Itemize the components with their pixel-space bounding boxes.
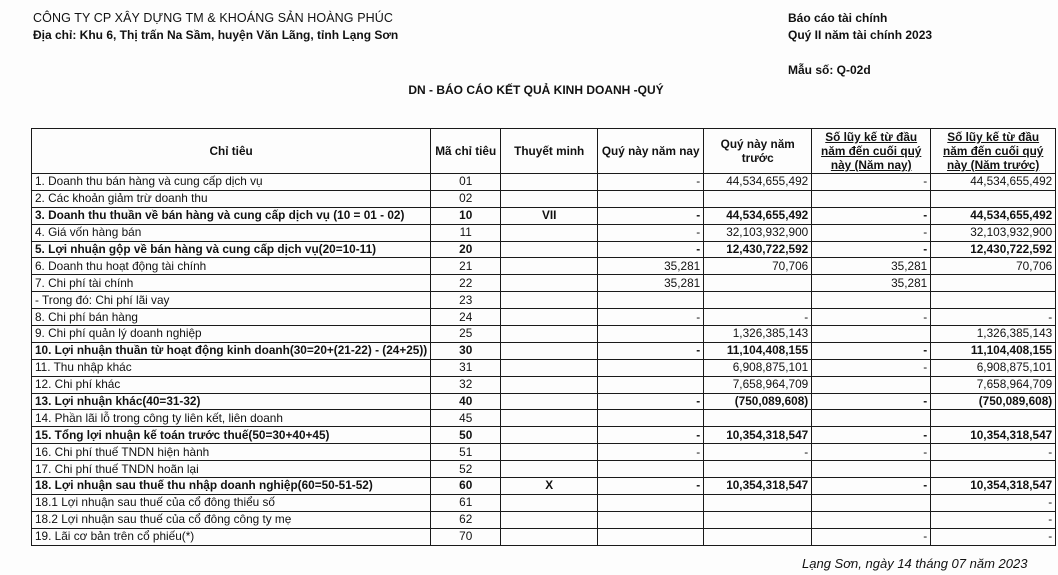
row-quarter-current (598, 528, 704, 545)
row-code: 70 (431, 528, 501, 545)
row-indicator: 7. Chi phí tài chính (32, 275, 431, 292)
row-code: 01 (431, 174, 501, 191)
row-ytd-previous: - (931, 444, 1056, 461)
row-quarter-previous: 32,103,932,900 (704, 224, 812, 241)
row-ytd-previous: (750,089,608) (931, 393, 1056, 410)
row-quarter-previous: 6,908,875,101 (704, 359, 812, 376)
row-note (501, 376, 598, 393)
row-ytd-current (812, 511, 931, 528)
table-row (32, 224, 1056, 241)
row-ytd-current (812, 292, 931, 309)
row-ytd-current: - (812, 224, 931, 241)
table-row (32, 190, 1056, 207)
row-note (501, 410, 598, 427)
table-row (32, 275, 1056, 292)
form-number: Mẫu số: Q-02d (788, 63, 871, 77)
row-note (501, 342, 598, 359)
row-note (501, 494, 598, 511)
company-address: Địa chỉ: Khu 6, Thị trấn Na Sầm, huyện Văn Lãng, tỉnh Lạng Sơn (33, 28, 399, 42)
table-row (32, 359, 1056, 376)
row-indicator: 12. Chi phí khác (32, 376, 431, 393)
row-ytd-previous: - (931, 511, 1056, 528)
row-indicator: 8. Chi phí bán hàng (32, 309, 431, 326)
row-indicator: 19. Lãi cơ bản trên cổ phiếu(*) (32, 528, 431, 545)
row-quarter-current: - (598, 224, 704, 241)
row-ytd-current: - (812, 359, 931, 376)
row-code: 21 (431, 258, 501, 275)
row-indicator: 16. Chi phí thuế TNDN hiện hành (32, 444, 431, 461)
row-ytd-current: - (812, 478, 931, 495)
row-quarter-current: - (598, 478, 704, 495)
row-code: 60 (431, 478, 501, 495)
row-note (501, 427, 598, 444)
row-ytd-previous: 10,354,318,547 (931, 427, 1056, 444)
row-quarter-current: 35,281 (598, 275, 704, 292)
report-period: Quý II năm tài chính 2023 (788, 28, 933, 42)
row-quarter-previous: 1,326,385,143 (704, 326, 812, 343)
row-ytd-current (812, 410, 931, 427)
row-quarter-previous: 44,534,655,492 (704, 207, 812, 224)
row-quarter-current (598, 326, 704, 343)
row-code: 25 (431, 326, 501, 343)
row-ytd-current: - (812, 528, 931, 545)
table-header-row (32, 129, 1056, 174)
company-name: CÔNG TY CP XÂY DỰNG TM & KHOÁNG SẢN HOÀNG PHÚC (33, 11, 394, 25)
row-quarter-previous (704, 461, 812, 478)
table-row (32, 342, 1056, 359)
row-code: 40 (431, 393, 501, 410)
table-row (32, 393, 1056, 410)
row-indicator: 9. Chi phí quản lý doanh nghiệp (32, 326, 431, 343)
row-code: 10 (431, 207, 501, 224)
table-row (32, 292, 1056, 309)
row-code: 62 (431, 511, 501, 528)
row-quarter-current: - (598, 342, 704, 359)
row-ytd-current (812, 190, 931, 207)
row-quarter-current: - (598, 393, 704, 410)
col-header-ytd-current: Số lũy kế từ đầu năm đến cuối quý này (Năm nay) (812, 129, 931, 174)
row-quarter-current: - (598, 444, 704, 461)
row-indicator: 1. Doanh thu bán hàng và cung cấp dịch vụ (32, 174, 431, 191)
row-ytd-previous: 32,103,932,900 (931, 224, 1056, 241)
row-note (501, 190, 598, 207)
row-ytd-previous: 10,354,318,547 (931, 478, 1056, 495)
row-code: 11 (431, 224, 501, 241)
row-code: 23 (431, 292, 501, 309)
row-note: X (501, 478, 598, 495)
col-header-indicator: Chỉ tiêu (32, 129, 431, 174)
row-quarter-previous (704, 511, 812, 528)
row-quarter-previous: - (704, 444, 812, 461)
row-quarter-current: 35,281 (598, 258, 704, 275)
row-quarter-current (598, 511, 704, 528)
row-code: 24 (431, 309, 501, 326)
row-quarter-previous (704, 190, 812, 207)
row-quarter-previous: 11,104,408,155 (704, 342, 812, 359)
row-indicator: 18. Lợi nhuận sau thuế thu nhập doanh nghiệp(60=50-51-52) (32, 478, 431, 495)
row-ytd-current: - (812, 342, 931, 359)
row-indicator: 15. Tổng lợi nhuận kế toán trước thuế(50=30+40+45) (32, 427, 431, 444)
row-quarter-previous: (750,089,608) (704, 393, 812, 410)
row-indicator: 11. Thu nhập khác (32, 359, 431, 376)
row-note (501, 275, 598, 292)
income-statement-table (31, 128, 1056, 546)
row-indicator: 4. Giá vốn hàng bán (32, 224, 431, 241)
row-ytd-previous: 44,534,655,492 (931, 174, 1056, 191)
row-quarter-current (598, 410, 704, 427)
row-code: 32 (431, 376, 501, 393)
row-indicator: 18.2 Lợi nhuận sau thuế của cổ đông công ty mẹ (32, 511, 431, 528)
row-quarter-previous: 7,658,964,709 (704, 376, 812, 393)
row-indicator: 5. Lợi nhuận gộp về bán hàng và cung cấp dịch vụ(20=10-11) (32, 241, 431, 258)
row-ytd-previous: - (931, 309, 1056, 326)
row-ytd-previous (931, 190, 1056, 207)
row-note (501, 461, 598, 478)
row-quarter-previous (704, 410, 812, 427)
row-ytd-current: - (812, 207, 931, 224)
table-row (32, 241, 1056, 258)
row-note (501, 258, 598, 275)
row-note (501, 224, 598, 241)
col-header-code: Mã chỉ tiêu (431, 129, 501, 174)
row-ytd-current (812, 494, 931, 511)
row-quarter-previous: - (704, 309, 812, 326)
row-ytd-previous: 11,104,408,155 (931, 342, 1056, 359)
row-quarter-current (598, 461, 704, 478)
row-ytd-current: - (812, 444, 931, 461)
row-ytd-previous: 6,908,875,101 (931, 359, 1056, 376)
row-ytd-current: - (812, 309, 931, 326)
row-code: 20 (431, 241, 501, 258)
table-row (32, 528, 1056, 545)
row-code: 02 (431, 190, 501, 207)
table-row (32, 444, 1056, 461)
row-quarter-previous (704, 528, 812, 545)
row-quarter-current (598, 190, 704, 207)
table-row (32, 427, 1056, 444)
row-indicator: 2. Các khoản giảm trừ doanh thu (32, 190, 431, 207)
table-row (32, 511, 1056, 528)
row-note (501, 326, 598, 343)
row-ytd-current: - (812, 241, 931, 258)
row-note (501, 444, 598, 461)
row-ytd-previous: 70,706 (931, 258, 1056, 275)
row-quarter-current (598, 376, 704, 393)
row-note (501, 528, 598, 545)
row-quarter-current: - (598, 207, 704, 224)
row-quarter-previous: 10,354,318,547 (704, 478, 812, 495)
row-indicator: 18.1 Lợi nhuận sau thuế của cổ đông thiểu số (32, 494, 431, 511)
row-ytd-previous: 12,430,722,592 (931, 241, 1056, 258)
row-ytd-current (812, 461, 931, 478)
row-quarter-current: - (598, 427, 704, 444)
row-ytd-previous (931, 292, 1056, 309)
table-row (32, 410, 1056, 427)
row-indicator: 10. Lợi nhuận thuần từ hoạt động kinh doanh(30=20+(21-22) - (24+25)) (32, 342, 431, 359)
row-note (501, 309, 598, 326)
row-quarter-current: - (598, 309, 704, 326)
row-ytd-current: - (812, 427, 931, 444)
place-date: Lạng Sơn, ngày 14 tháng 07 năm 2023 (802, 556, 1028, 571)
row-code: 45 (431, 410, 501, 427)
row-quarter-previous: 70,706 (704, 258, 812, 275)
row-quarter-previous: 10,354,318,547 (704, 427, 812, 444)
row-indicator: 17. Chi phí thuế TNDN hoãn lại (32, 461, 431, 478)
row-ytd-previous: - (931, 528, 1056, 545)
row-note (501, 511, 598, 528)
row-ytd-current: - (812, 174, 931, 191)
row-quarter-current (598, 292, 704, 309)
row-code: 30 (431, 342, 501, 359)
table-row (32, 207, 1056, 224)
row-ytd-previous: - (931, 494, 1056, 511)
row-note (501, 174, 598, 191)
row-note (501, 292, 598, 309)
row-indicator: 3. Doanh thu thuần về bán hàng và cung cấp dịch vụ (10 = 01 - 02) (32, 207, 431, 224)
row-quarter-current: - (598, 174, 704, 191)
row-quarter-previous: 44,534,655,492 (704, 174, 812, 191)
table-row (32, 309, 1056, 326)
row-note: VII (501, 207, 598, 224)
table-row (32, 326, 1056, 343)
row-ytd-previous (931, 410, 1056, 427)
row-ytd-previous: 1,326,385,143 (931, 326, 1056, 343)
row-indicator: 6. Doanh thu hoạt động tài chính (32, 258, 431, 275)
table-row (32, 494, 1056, 511)
col-header-note: Thuyết minh (501, 129, 598, 174)
table-row (32, 174, 1056, 191)
row-indicator: 13. Lợi nhuận khác(40=31-32) (32, 393, 431, 410)
row-quarter-previous (704, 292, 812, 309)
row-ytd-current (812, 376, 931, 393)
report-type: Báo cáo tài chính (788, 11, 888, 25)
col-header-ytd-previous: Số lũy kế từ đầu năm đến cuối quý này (Năm trước) (931, 129, 1056, 174)
row-ytd-current (812, 326, 931, 343)
col-header-quarter-current: Quý này năm nay (598, 129, 704, 174)
row-code: 22 (431, 275, 501, 292)
row-note (501, 393, 598, 410)
row-quarter-previous: 12,430,722,592 (704, 241, 812, 258)
row-ytd-previous: 7,658,964,709 (931, 376, 1056, 393)
table-row (32, 258, 1056, 275)
row-code: 61 (431, 494, 501, 511)
table-row (32, 461, 1056, 478)
row-indicator: - Trong đó: Chi phí lãi vay (32, 292, 431, 309)
report-title: DN - BÁO CÁO KẾT QUẢ KINH DOANH -QUÝ (408, 83, 664, 97)
row-indicator: 14. Phần lãi lỗ trong công ty liên kết, liên doanh (32, 410, 431, 427)
row-quarter-current (598, 494, 704, 511)
row-quarter-current: - (598, 241, 704, 258)
table-row (32, 376, 1056, 393)
row-ytd-current: - (812, 393, 931, 410)
row-ytd-current: 35,281 (812, 275, 931, 292)
row-ytd-previous (931, 275, 1056, 292)
table-row (32, 478, 1056, 495)
row-code: 52 (431, 461, 501, 478)
row-quarter-previous (704, 275, 812, 292)
row-quarter-current (598, 359, 704, 376)
row-ytd-previous (931, 461, 1056, 478)
row-code: 51 (431, 444, 501, 461)
row-code: 50 (431, 427, 501, 444)
row-ytd-previous: 44,534,655,492 (931, 207, 1056, 224)
col-header-quarter-previous: Quý này năm trước (704, 129, 812, 174)
row-note (501, 359, 598, 376)
row-code: 31 (431, 359, 501, 376)
row-note (501, 241, 598, 258)
row-ytd-current: 35,281 (812, 258, 931, 275)
row-quarter-previous (704, 494, 812, 511)
